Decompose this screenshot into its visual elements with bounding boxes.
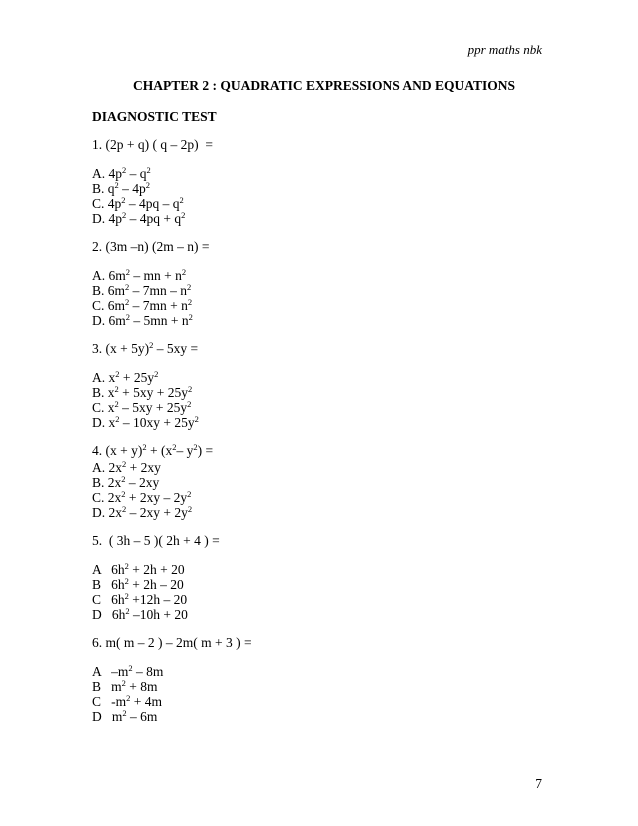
running-head: ppr maths nbk: [467, 42, 542, 57]
question-stem: 6. m( m – 2 ) – 2m( m + 3 ) =: [92, 635, 252, 650]
question-2: [92, 239, 552, 328]
answer-option: C. $6m^2 - 7mn + n^2$: [92, 297, 193, 313]
chapter-title: CHAPTER 2 : QUADRATIC EXPRESSIONS AND EQUATIONS: [132, 78, 516, 93]
answer-option: B. $2x^2 - 2xy$: [92, 474, 160, 490]
question-6: [92, 635, 552, 724]
question-5: [92, 533, 552, 622]
answer-option: C $-m^2 + 4m$: [92, 693, 163, 709]
question-3: [92, 341, 552, 430]
question-stem: 1. (2p + q) ( q – 2p) =: [92, 137, 213, 152]
answer-option: B $m^2 + 8m$: [92, 678, 158, 694]
answer-options: [92, 166, 552, 226]
question-4: [92, 443, 552, 520]
answer-option: C $6h^2 +12h - 20$: [92, 591, 188, 607]
answer-option: A $6h^2 + 2h + 20$: [92, 561, 185, 577]
answer-option: B $6h^2 + 2h - 20$: [92, 576, 184, 592]
answer-option: D $6h^2$ –10h + 20: [92, 606, 188, 622]
answer-option: C. $4p^2 - 4pq - q^2$: [92, 195, 184, 211]
answer-options: [92, 370, 552, 430]
answer-options: [92, 664, 552, 724]
page-number: 7: [535, 776, 542, 791]
answer-option: C. $2x^2 + 2xy - 2y^2$: [92, 489, 192, 505]
answer-option: D. $x^2 - 10xy + 25y^2$: [92, 414, 199, 430]
answer-option: A $-m^2 - 8m$: [92, 663, 164, 679]
answer-options: [92, 460, 552, 520]
question-stem: 2. (3m –n) (2m – n) =: [92, 239, 210, 254]
answer-option: C. $x^2 - 5xy + 25y^2$: [92, 399, 192, 415]
answer-option: D. $6m^2 - 5mn + n^2$: [92, 312, 193, 328]
answer-option: A. $4p^2 - q^2$: [92, 165, 151, 181]
answer-option: A. $6m^2$ – mn + $n^2$: [92, 267, 187, 283]
question-stem: 3. $(x + 5y)^2 - 5xy$ =: [92, 340, 199, 356]
answer-option: D. $2x^2 - 2xy + 2y^2$: [92, 504, 193, 520]
answer-option: D $m^2 - 6m$: [92, 708, 158, 724]
question-stem: 5. ( 3h – 5 )( 2h + 4 ) =: [92, 533, 220, 548]
question-stem: 4. $(x + y)^2 + (x^2-$ $y^2$) =: [92, 442, 214, 458]
answer-options: [92, 268, 552, 328]
answer-option: A. $2x^2 + 2xy$: [92, 459, 161, 475]
answer-option: B. $q^2 - 4p^2$: [92, 180, 151, 196]
answer-option: D. $4p^2 - 4pq + q^2$: [92, 210, 186, 226]
section-title: DIAGNOSTIC TEST: [92, 109, 217, 124]
answer-option: A. $x^2 + 25y^2$: [92, 369, 159, 385]
answer-option: B. $6m^2 - 7mn - n^2$: [92, 282, 192, 298]
answer-options: [92, 562, 552, 622]
question-list: [92, 137, 552, 737]
answer-option: B. $x^2 + 5xy + 25y^2$: [92, 384, 193, 400]
question-1: [92, 137, 552, 226]
